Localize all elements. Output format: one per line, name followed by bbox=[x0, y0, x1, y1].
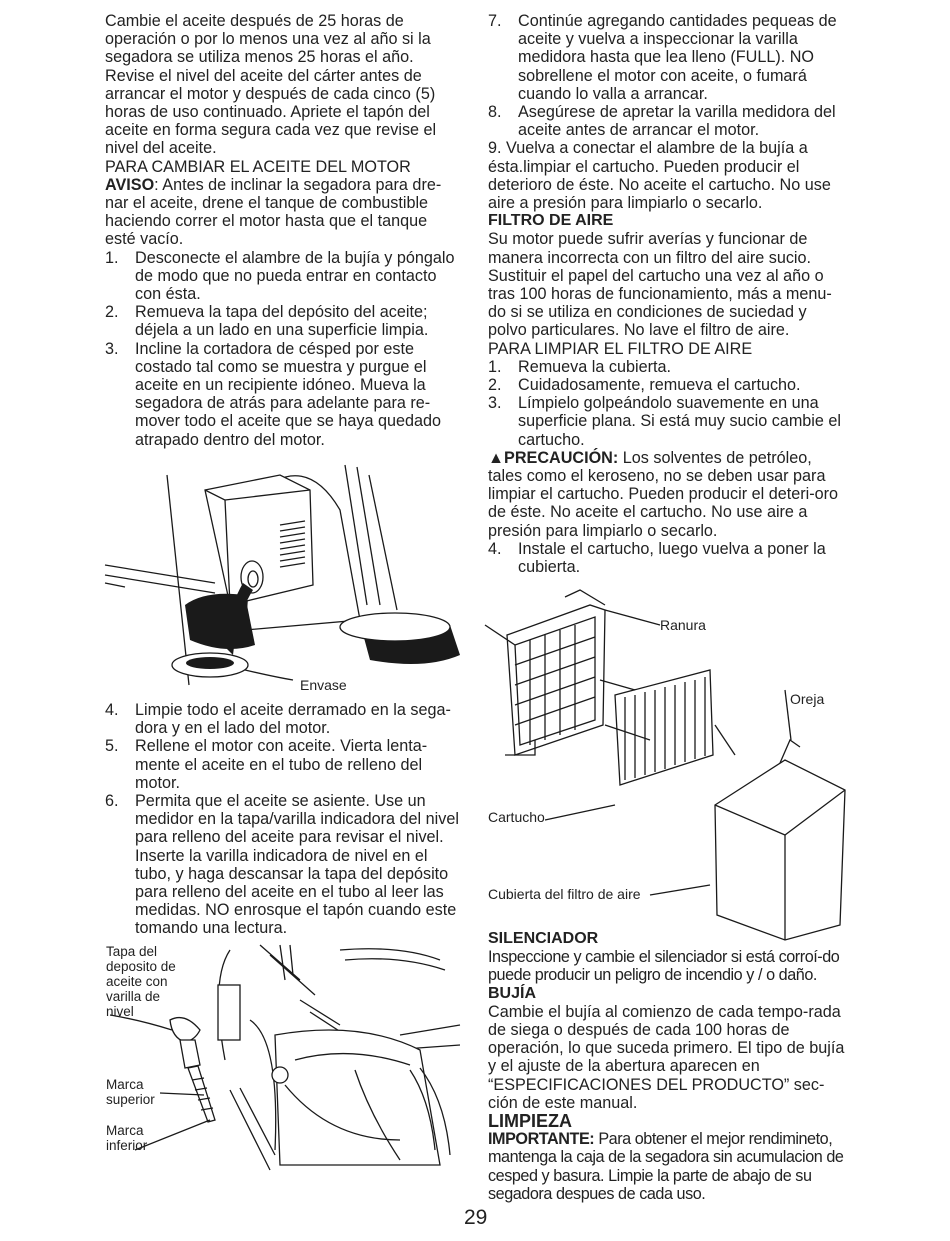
caution-label: PRECAUCIÓN: bbox=[504, 448, 619, 467]
air-filter-heading: FILTRO DE AIRE bbox=[488, 212, 614, 230]
step-9-paragraph: 9. Vuelva a conectar el alambre de la bujía a ésta.limpiar el cartucho. Pueden producir el deterioro de éste. No aceite el cartucho. No use aire a presión para limpiarlo o secarlo. bbox=[488, 139, 831, 213]
list-item: 3. Límpielo golpeándolo suavemente en una superficie plana. Si está muy sucio cambie el cartucho. bbox=[488, 394, 842, 449]
page-number: 29 bbox=[464, 1206, 488, 1229]
air-steps-list-d bbox=[488, 358, 848, 449]
spark-plug-heading: BUJÍA bbox=[488, 984, 537, 1002]
oil-steps-list-b bbox=[105, 701, 460, 938]
filter-cover-label: Cubierta del filtro de aire bbox=[488, 886, 641, 902]
oil-steps-b bbox=[105, 701, 460, 938]
list-item: 2. Cuidadosamente, remueva el cartucho. bbox=[488, 376, 801, 395]
oil-drain-figure bbox=[105, 455, 465, 695]
dipstick-cap-label: Tapa del deposito de aceite con varilla de nivel bbox=[106, 944, 176, 1019]
oil-steps-list-a bbox=[105, 249, 460, 449]
important-label: IMPORTANTE: bbox=[488, 1130, 595, 1149]
upper-mark-label: Marca superior bbox=[106, 1077, 155, 1107]
air-filter-paragraph: Su motor puede sufrir averías y funcionar de manera incorrecta con un filtro del aire sucio. Sustituir el papel del cartucho una vez al año o tras 100 horas de funcionamiento, más a menu-do si se utiliza en condiciones de suciedad y polvo particulares. No lave el filtro de aire. bbox=[488, 230, 832, 340]
list-item: 6. Permita que el aceite se asiente. Use un medidor en la tapa/varilla indicadora del nivel para relleno del aceite para revisar el nivel. Inserte la varilla indicadora de nivel en el tubo, y haga descansar la tapa del depósito para relleno del aceite en el tubo al leer las medidas. NO enrosque el tapón cuando este tomando una lectura. bbox=[105, 792, 459, 938]
list-item: 8. Asegúrese de apretar la varilla medidora del aceite antes de arrancar el motor. bbox=[488, 103, 836, 140]
list-item: 1. Remueva la cubierta. bbox=[488, 357, 671, 376]
oil-change-heading: PARA CAMBIAR EL ACEITE DEL MOTOR bbox=[105, 157, 411, 176]
right-column-lower bbox=[488, 930, 848, 1203]
oil-intro-paragraph: Cambie el aceite después de 25 horas de operación o por lo menos una vez al año si la segadora se utiliza menos 25 horas el año. Revise el nivel del aceite del cárter antes de arrancar el motor y después de cada cinco (5) horas de uso continuado. Apriete el tapón del aceite en forma segura cada vez que revise el nivel del aceite. bbox=[105, 12, 437, 158]
slot-label: Ranura bbox=[660, 617, 706, 633]
air-filter-subheading: PARA LIMPIAR EL FILTRO DE AIRE bbox=[488, 339, 753, 358]
oil-steps-list-c bbox=[488, 12, 848, 139]
warning-triangle-icon: ▲ bbox=[488, 448, 505, 467]
muffler-heading: SILENCIADOR bbox=[488, 930, 599, 947]
list-item: 3. Incline la cortadora de césped por este costado tal como se muestra y purgue el aceite en un recipiente idóneo. Mueva la segadora de atrás para adelante para re-mover todo el aceite que se haya quedado atrapado dentro del motor. bbox=[105, 339, 441, 449]
left-column bbox=[105, 12, 460, 449]
list-item: 7. Continúe agregando cantidades pequeas de aceite y vuelva a inspeccionar la varilla medidora hasta que lea lleno (FULL). NO sobrellene el motor con aceite, o fumará cuando lo valla a arrancar. bbox=[488, 12, 837, 103]
spark-plug-paragraph: Cambie el bujía al comienzo de cada tempo-rada de siega o después de cada 100 horas de operación, lo que suceda primero. El tipo de bujía y el ajuste de la abertura aparecen en “ESPECIFICACIONES DEL PRODUCTO” sec-ción de este manual. bbox=[488, 1002, 845, 1112]
caution-paragraph bbox=[488, 449, 848, 540]
muffler-paragraph: Inspeccione y cambie el silenciador si está corroí-do puede producir un peligro de incendio y / o daño. bbox=[488, 948, 840, 985]
caution-text: Los solventes de petróleo, tales como el keroseno, no se deben usar para limpiar el cartucho. Pueden producir el deteri-oro de éste. No aceite el cartucho. No use aire a presión para limpiarlo o secarlo. bbox=[488, 448, 839, 540]
list-item: 4. Instale el cartucho, luego vuelva a poner la cubierta. bbox=[488, 539, 826, 577]
cartridge-label: Cartucho bbox=[488, 809, 545, 825]
list-item: 5. Rellene el motor con aceite. Vierta lenta-mente el aceite en el tubo de relleno del motor. bbox=[105, 737, 428, 792]
notice-paragraph bbox=[105, 176, 460, 249]
list-item: 4. Limpie todo el aceite derramado en la sega-dora y en el lado del motor. bbox=[105, 701, 451, 738]
notice-text: : Antes de inclinar la segadora para dre-nar el aceite, drene el tanque de combustible haciendo correr el motor hasta que el tanque esté vacío. bbox=[105, 175, 442, 249]
tab-label: Oreja bbox=[790, 691, 825, 707]
list-item: 1. Desconecte el alambre de la bujía y póngalo de modo que no pueda entrar en contacto con ésta. bbox=[105, 248, 455, 304]
cleaning-heading: LIMPIEZA bbox=[488, 1111, 572, 1132]
notice-label: AVISO bbox=[105, 175, 155, 194]
lower-mark-label: Marca inferior bbox=[106, 1123, 148, 1153]
air-steps-list-e bbox=[488, 540, 848, 576]
right-column bbox=[488, 12, 848, 576]
list-item: 2. Remueva la tapa del depósito del aceite; déjela a un lado en una superficie limpia. bbox=[105, 303, 429, 340]
envase-label: Envase bbox=[300, 677, 347, 693]
cleaning-text: Para obtener el mejor rendimineto, mantenga la caja de la segadora sin acumulacion de cesped y basura. Limpie la parte de abajo de su segadora despues de cada uso. bbox=[488, 1130, 844, 1203]
cleaning-paragraph bbox=[488, 1130, 848, 1203]
